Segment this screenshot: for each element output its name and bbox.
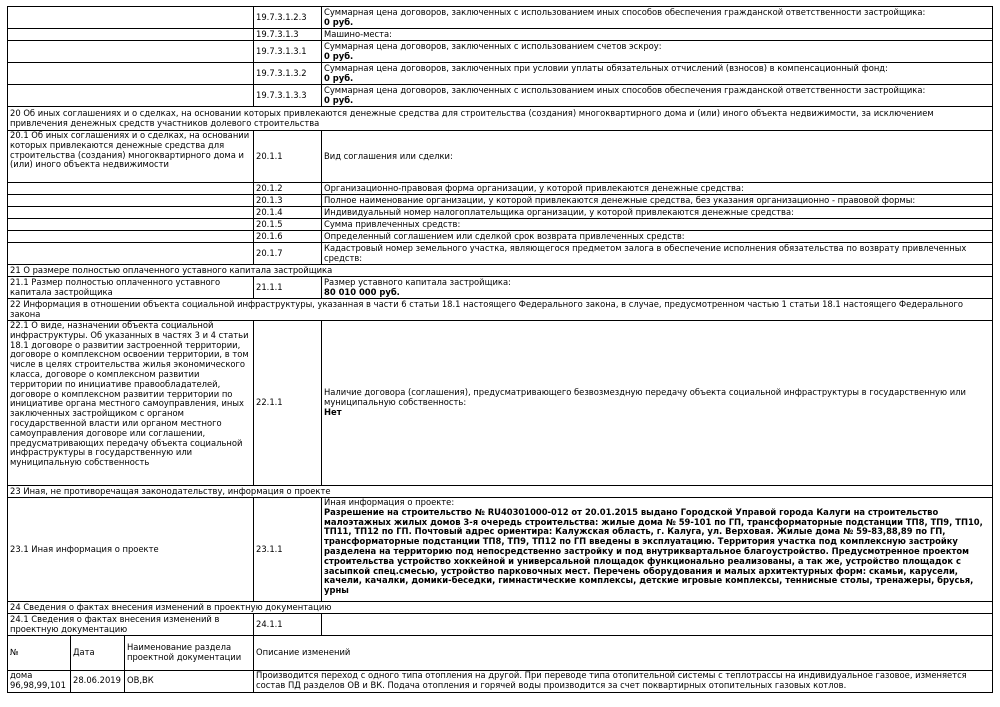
table-row <box>8 7 993 29</box>
row-value: Нет <box>324 406 342 417</box>
section-21-header: 21 О размере полностью оплаченного уставного капитала застройщика <box>8 265 993 277</box>
empty-cell <box>8 231 254 243</box>
column-header-section: Наименование раздела проектной документации <box>125 636 254 670</box>
section-22-subtitle: 22.1 О виде, назначении объекта социальной инфраструктуры. Об указанных в частях 3 и 4 статьи 18.1 договоре о развитии застроенной территории, договоре о комплексном освоении территории, в том числе в целях строительства жилья экономического класса, договоре о комплексном развитии территории по инициативе правообладателей, договоре о комплексном развитии территории по инициативе органа местного самоуправления, иных заключенных застройщиком с органом государственной власти или органом местного самоуправления договоре или соглашении, предусматривающих передачу объекта социальной инфраструктуры в государственную или муниципальную собственность <box>8 321 254 486</box>
row-label: Размер уставного капитала застройщика: <box>324 276 511 287</box>
row-label: Организационно-правовая форма организации, у которой привлекаются денежные средства: <box>322 183 993 195</box>
row-code: 20.1.7 <box>254 243 322 265</box>
empty-cell <box>8 63 254 85</box>
row-code: 22.1.1 <box>254 321 322 486</box>
row-value: 0 руб. <box>324 94 354 105</box>
row-field <box>322 63 993 85</box>
section-23-header: 23 Иная, не противоречащая законодательству, информация о проекте <box>8 486 993 498</box>
change-description: Производится переход с одного типа отопления на другой. При переводе типа отопительной системы с теплотрассы на индивидуальное газовое, изменяется состав ПД разделов ОВ и ВК. Подача отопления и горячей воды производится за счет поквартирных отопительных газовых котлов. <box>254 670 993 692</box>
row-field <box>322 85 993 107</box>
row-code: 20.1.3 <box>254 195 322 207</box>
row-code: 19.7.3.1.3.3 <box>254 85 322 107</box>
section-header-row <box>8 299 993 321</box>
empty-cell <box>8 219 254 231</box>
row-label: Суммарная цена договоров, заключенных с использованием иных способов обеспечения гражданской ответственности застройщика: <box>324 6 926 17</box>
changes-header-row <box>8 636 993 670</box>
change-section: ОВ,ВК <box>125 670 254 692</box>
table-row <box>8 231 993 243</box>
table-row <box>8 243 993 265</box>
section-21-subtitle: 21.1 Размер полностью оплаченного уставного капитала застройщика <box>8 277 254 299</box>
section-header-row <box>8 602 993 614</box>
row-value: 0 руб. <box>324 50 354 61</box>
row-field <box>322 41 993 63</box>
changes-row <box>8 670 993 692</box>
row-label: Наличие договора (соглашения), предусматривающего безвозмездную передачу объекта социальной инфраструктуры в государственную или муниципальную собственность: <box>324 387 966 408</box>
row-code: 21.1.1 <box>254 277 322 299</box>
row-label: Определенный соглашением или сделкой срок возврата привлеченных средств: <box>322 231 993 243</box>
empty-cell <box>8 29 254 41</box>
row-field <box>322 498 993 602</box>
row-label: Иная информация о проекте: <box>324 497 455 507</box>
row-field <box>322 321 993 486</box>
row-code: 19.7.3.1.3 <box>254 29 322 41</box>
row-code: 19.7.3.1.2.3 <box>254 7 322 29</box>
row-label: Кадастровый номер земельного участка, являющегося предметом залога в обеспечение исполнения обязательства по возврату привлеченных средств: <box>322 243 993 265</box>
row-code: 20.1.1 <box>254 131 322 183</box>
table-row <box>8 498 993 602</box>
section-20-header: 20 Об иных соглашениях и о сделках, на основании которых привлекаются денежные средства для строительства (создания) многоквартирного дома и (или) иного объекта недвижимости, за исключением привлечения денежных средств участников долевого строительства <box>8 107 993 131</box>
empty-cell <box>8 85 254 107</box>
disclosure-document <box>7 6 992 693</box>
section-header-row <box>8 107 993 131</box>
row-label: Вид соглашения или сделки: <box>322 131 993 183</box>
table-row <box>8 183 993 195</box>
section-24-header: 24 Сведения о фактах внесения изменений в проектную документацию <box>8 602 993 614</box>
row-code: 20.1.5 <box>254 219 322 231</box>
table-row <box>8 29 993 41</box>
row-field <box>322 7 993 29</box>
row-label: Суммарная цена договоров, заключенных при условии уплаты обязательных отчислений (взносов) в компенсационный фонд: <box>324 62 888 73</box>
change-date: 28.06.2019 <box>71 670 125 692</box>
column-header-no: № <box>8 636 71 670</box>
table-row <box>8 219 993 231</box>
column-header-description: Описание изменений <box>254 636 993 670</box>
row-label: Машино-места: <box>322 29 993 41</box>
row-code: 24.1.1 <box>254 614 322 636</box>
section-24-subtitle: 24.1 Сведения о фактах внесения изменений в проектную документацию <box>8 614 254 636</box>
empty-cell <box>8 243 254 265</box>
section-header-row <box>8 265 993 277</box>
row-code: 20.1.2 <box>254 183 322 195</box>
row-value: 0 руб. <box>324 72 354 83</box>
table-row <box>8 321 993 486</box>
row-code: 23.1.1 <box>254 498 322 602</box>
empty-cell <box>8 195 254 207</box>
row-label: Полное наименование организации, у которой привлекаются денежные средства, без указания организационно - правовой формы: <box>322 195 993 207</box>
empty-cell <box>322 614 993 636</box>
changes-table <box>7 636 993 693</box>
empty-cell <box>8 183 254 195</box>
row-value: 80 010 000 руб. <box>324 286 400 297</box>
row-code: 20.1.4 <box>254 207 322 219</box>
table-row <box>8 85 993 107</box>
change-no: дома 96,98,99,101 <box>8 670 71 692</box>
row-label: Сумма привлеченных средств: <box>322 219 993 231</box>
disclosure-table <box>7 6 993 636</box>
table-row <box>8 41 993 63</box>
section-23-subtitle: 23.1 Иная информация о проекте <box>8 498 254 602</box>
table-row <box>8 195 993 207</box>
table-row <box>8 277 993 299</box>
section-20-subtitle: 20.1 Об иных соглашениях и о сделках, на основании которых привлекаются денежные средства для строительства (создания) многоквартирного дома и (или) иного объекта недвижимости <box>8 131 254 183</box>
row-code: 20.1.6 <box>254 231 322 243</box>
row-value: 0 руб. <box>324 16 354 27</box>
row-code: 19.7.3.1.3.1 <box>254 41 322 63</box>
row-label: Суммарная цена договоров, заключенных с использованием счетов эскроу: <box>324 40 662 51</box>
section-22-header: 22 Информация в отношении объекта социальной инфраструктуры, указанная в части 6 статьи 18.1 настоящего Федерального закона, в случае, предусмотренном частью 1 статьи 18.1 настоящего Федерального закона <box>8 299 993 321</box>
table-row <box>8 207 993 219</box>
row-field <box>322 277 993 299</box>
row-value: Разрешение на строительство № RU40301000-012 от 20.01.2015 выдано Городской Управой города Калуги на строительство малоэтажных жилых домов 3-я очередь строительства: жилые дома № 59-101 по ГП, трансформаторные подстанции ТП8, ТП9, ТП10, ТП11, ТП12 по ГП. Почтовый адрес ориентира: Калужская область, г. Калуга, ул. Верховая. Жилые дома № 59-83,88,89 по ГП, трансформаторные подстанции ТП8, ТП9, ТП12 по ГП введены в эксплуатацию. Территория участка под комплексную застройку разделена на территорию под непосредственно застройку и под внутриквартальное благоустройство. Предусмотренное проектом строительства устройство хоккейной и универсальной площадок функционально реализованы, а так же, устройство площадок с засыпкой спец.смесью, устройство парковочных мест. Перечень оборудования и малых архитектурных форм: скамьи, карусели, качели, качалки, домики-беседки, гимнастические комплексы, детские игровые комплексы, теннисные столы, тренажеры, брусья, урны <box>324 506 983 596</box>
empty-cell <box>8 7 254 29</box>
row-label: Суммарная цена договоров, заключенных с использованием иных способов обеспечения гражданской ответственности застройщика: <box>324 84 926 95</box>
table-row <box>8 131 993 183</box>
section-header-row <box>8 486 993 498</box>
empty-cell <box>8 41 254 63</box>
empty-cell <box>8 207 254 219</box>
table-row <box>8 614 993 636</box>
column-header-date: Дата <box>71 636 125 670</box>
row-label: Индивидуальный номер налогоплательщика организации, у которой привлекаются денежные средства: <box>322 207 993 219</box>
table-row <box>8 63 993 85</box>
row-code: 19.7.3.1.3.2 <box>254 63 322 85</box>
